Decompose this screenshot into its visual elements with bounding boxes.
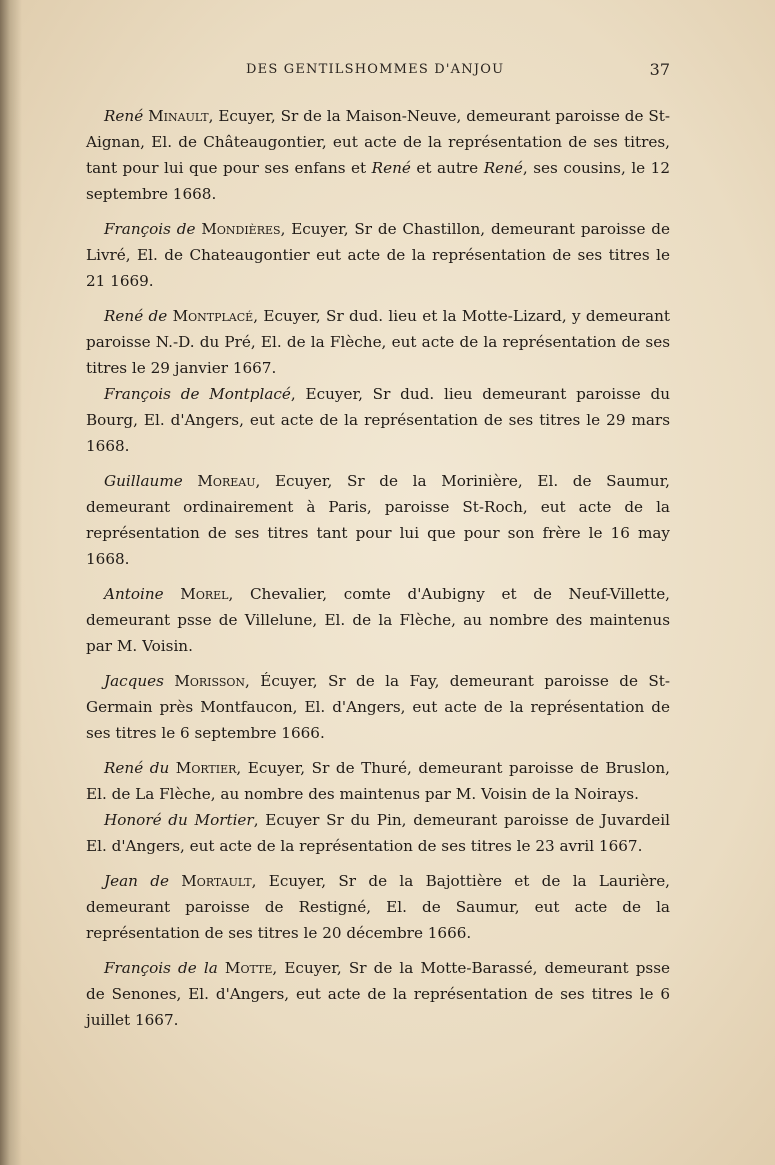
entry-text: , Ecuyer, Sr dud. lieu et la Motte-Lizard, y demeurant paroisse N.-D. du Pré, El. de la Flèche, eut acte de la représentation de ses titres le 29 janvier 1667.: [86, 307, 670, 377]
entry-surname: Mondières: [201, 220, 281, 238]
entry-italic-name: René: [483, 159, 523, 177]
entry-surname: Minault: [148, 107, 209, 125]
entry-text: , Ecuyer, Sr de la Bajottière et de la Laurière, demeurant paroisse de Restigné, El. de Saumur, eut acte de la représentation de ses titres le 20 décembre 1666.: [86, 872, 671, 942]
entry-given-name: François de: [104, 220, 196, 238]
entry-given-name: René du: [104, 759, 170, 777]
entry-given-name: Guillaume: [104, 472, 183, 490]
entry-given-name: François de Montplacé: [104, 385, 291, 403]
entry-text: , Ecuyer Sr du Pin, demeurant paroisse de Juvardeil El. d'Angers, eut acte de la représentation de ses titres le 23 avril 1667.: [86, 811, 670, 855]
entry-mortier-honore: [86, 807, 670, 859]
page-header: [86, 60, 670, 84]
entry-italic-name: René: [371, 159, 411, 177]
nobility-entries: [86, 103, 670, 1033]
entry-mortault: [86, 868, 670, 946]
page-number: 37: [649, 60, 670, 79]
entry-surname: Morisson: [174, 672, 246, 690]
entry-morisson: [86, 668, 670, 746]
gutter-shadow: [0, 0, 22, 1165]
entry-text: , Ecuyer, Sr de Thuré, demeurant paroisse de Bruslon, El. de La Flèche, au nombre des maintenus par M. Voisin de la Noirays.: [86, 759, 670, 803]
entry-text: , Ecuyer, Sr de la Morinière, El. de Saumur, demeurant ordinairement à Paris, paroisse St-Roch, eut acte de la représentation de ses titres tant pour lui que pour son frère le 16 may 1668.: [86, 472, 670, 568]
entry-text: , Écuyer, Sr de la Fay, demeurant paroisse de St-Germain près Montfaucon, El. d'Angers, eut acte de la représentation de ses titres le 6 septembre 1666.: [86, 672, 670, 742]
entry-text: , Ecuyer, Sr dud. lieu demeurant paroisse du Bourg, El. d'Angers, eut acte de la représentation de ses titres le 29 mars 1668.: [86, 385, 670, 455]
entry-surname: Montplacé: [172, 307, 254, 325]
entry-text: , Ecuyer, Sr de la Maison-Neuve, demeurant paroisse de St-Aignan, El. de Châteaugontier, eut acte de la représentation de ses titres, tant pour lui que pour ses enfans et: [86, 107, 671, 177]
entry-text: , Ecuyer, Sr de Chastillon, demeurant paroisse de Livré, El. de Chateaugontier eut acte de la représentation de ses titres le 21 1669.: [86, 220, 670, 290]
entry-given-name: François de la: [104, 959, 218, 977]
entry-given-name: René: [104, 107, 144, 125]
entry-mondieres: [86, 216, 670, 294]
entry-given-name: Jacques: [104, 672, 164, 690]
entry-given-name: Jean de: [104, 872, 169, 890]
entry-surname: Morel: [180, 585, 229, 603]
entry-given-name: Honoré du Mortier: [104, 811, 254, 829]
entry-montplace-francois: [86, 381, 670, 459]
entry-text: , Chevalier, comte d'Aubigny et de Neuf-Villette, demeurant psse de Villelune, El. de la Flèche, au nombre des maintenus par M. Voisin.: [86, 585, 671, 655]
entry-minault: [86, 103, 670, 207]
running-head: DES GENTILSHOMMES D'ANJOU: [246, 62, 505, 77]
entry-mortier-rene: [86, 755, 670, 807]
entry-surname: Mortier: [175, 759, 237, 777]
entry-morel: [86, 581, 670, 659]
entry-moreau: [86, 468, 670, 572]
entry-montplace-rene: [86, 303, 670, 381]
entry-text: , ses cousins, le 12 septembre 1668.: [86, 159, 671, 203]
entry-surname: Motte: [224, 959, 273, 977]
entry-given-name: René de: [104, 307, 168, 325]
entry-motte: [86, 955, 670, 1033]
entry-surname: Moreau: [197, 472, 256, 490]
entry-text: , Ecuyer, Sr de la Motte-Barassé, demeurant psse de Senones, El. d'Angers, eut acte de la représentation de ses titres le 6 juillet 1667.: [86, 959, 671, 1029]
entry-given-name: Antoine: [104, 585, 164, 603]
entry-surname: Mortault: [181, 872, 252, 890]
entry-text: et autre: [410, 159, 484, 177]
